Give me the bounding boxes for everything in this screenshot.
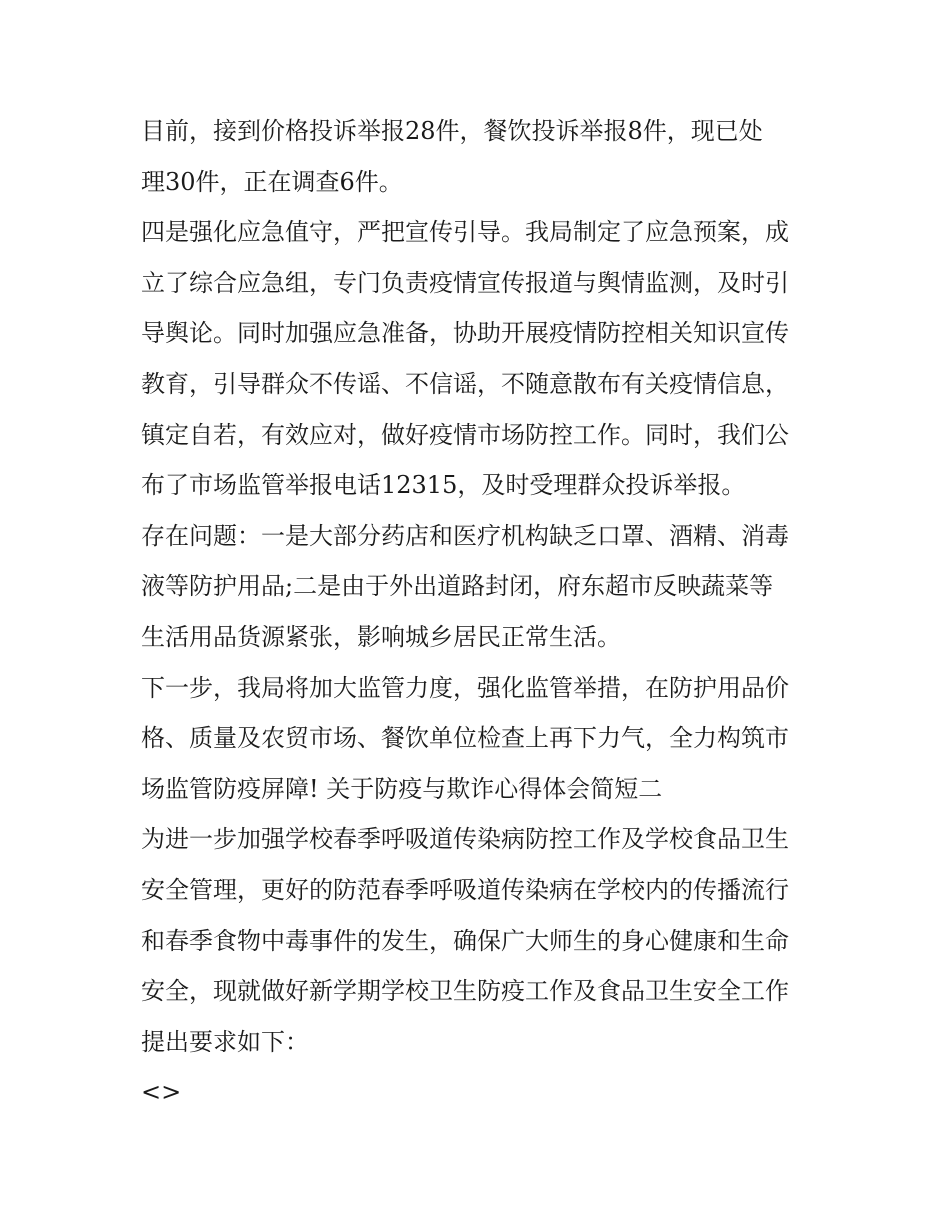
text-line: 存在问题：一是大部分药店和医疗机构缺乏口罩、酒精、消毒 — [141, 521, 789, 550]
text-line: 安全，现就做好新学期学校卫生防疫工作及食品卫生安全工作 — [141, 977, 789, 1006]
text-line: 液等防护用品;二是由于外出道路封闭，府东超市反映蔬菜等 — [141, 572, 774, 601]
text-line: 导舆论。同时加强应急准备，协助开展疫情防控相关知识宣传 — [141, 319, 789, 348]
text-line: 场监管防疫屏障! 关于防疫与欺诈心得体会简短二 — [141, 774, 663, 803]
text-line: 教育，引导群众不传谣、不信谣，不随意散布有关疫情信息， — [141, 369, 789, 398]
text-line: 立了综合应急组，专门负责疫情宣传报道与舆情监测，及时引 — [141, 268, 789, 297]
text-line: 格、质量及农贸市场、餐饮单位检查上再下力气，全力构筑市 — [141, 724, 789, 753]
text-line: 镇定自若，有效应对，做好疫情市场防控工作。同时，我们公 — [141, 420, 789, 449]
document-body — [141, 106, 813, 1118]
text-line: 为进一步加强学校春季呼吸道传染病防控工作及学校食品卫生 — [141, 825, 789, 854]
text-line: 提出要求如下： — [141, 1027, 309, 1056]
text-line: <> — [141, 1078, 182, 1107]
text-line: 安全管理，更好的防范春季呼吸道传染病在学校内的传播流行 — [141, 875, 789, 904]
text-line: 理30件，正在调查6件。 — [141, 167, 403, 196]
text-line: 下一步，我局将加大监管力度，强化监管举措，在防护用品价 — [141, 673, 789, 702]
text-line: 四是强化应急值守，严把宣传引导。我局制定了应急预案，成 — [141, 218, 789, 247]
text-line: 目前，接到价格投诉举报28件，餐饮投诉举报8件，现已处 — [141, 117, 763, 145]
text-line: 和春季食物中毒事件的发生，确保广大师生的身心健康和生命 — [141, 926, 789, 955]
text-line: 生活用品货源紧张，影响城乡居民正常生活。 — [141, 622, 621, 651]
text-line: 布了市场监管举报电话12315，及时受理群众投诉举报。 — [141, 471, 746, 500]
